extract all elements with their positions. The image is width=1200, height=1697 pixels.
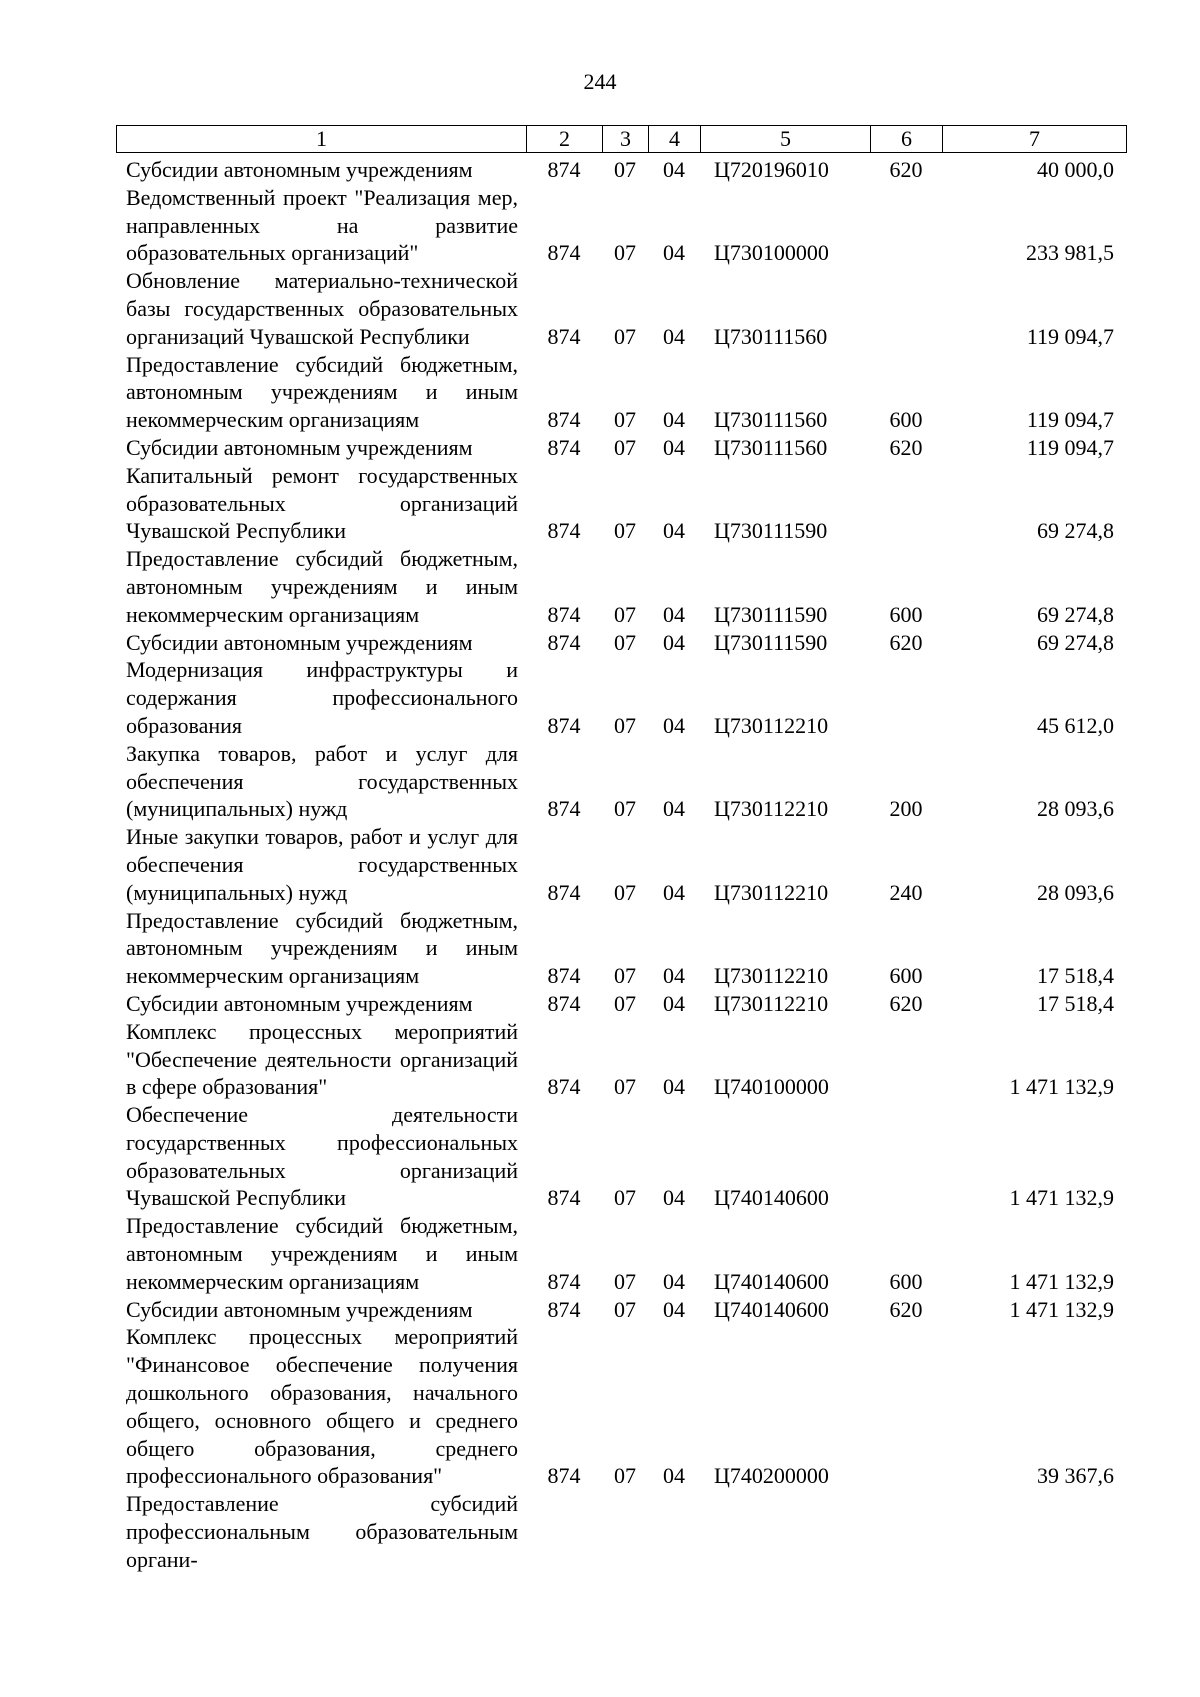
row-code-subsection: 04	[663, 1463, 685, 1489]
row-amount: 69 274,8	[1037, 629, 1114, 655]
row-code-subsection: 04	[663, 990, 685, 1016]
row-code-target: Ц730112210	[714, 879, 829, 905]
row-code-admin: 874	[547, 434, 581, 460]
table-row	[116, 545, 1126, 628]
row-code-section: 07	[614, 157, 636, 182]
row-description: Предоставление субсидий бюджетным, автономным учреждениям и иным некоммерческим организациям	[126, 907, 518, 989]
row-code-admin: 874	[547, 990, 581, 1016]
row-amount: 1 471 132,9	[1009, 1185, 1114, 1211]
row-code-expense-type: 620	[889, 157, 923, 182]
row-code-target: Ц720196010	[714, 157, 829, 182]
row-code-section: 07	[614, 1074, 636, 1100]
row-code-target: Ц730111560	[714, 407, 828, 433]
table-row	[116, 434, 1126, 462]
table-row	[116, 462, 1126, 545]
row-code-section: 07	[614, 240, 636, 266]
row-amount: 1 471 132,9	[1009, 1074, 1114, 1100]
row-code-subsection: 04	[663, 879, 685, 905]
row-description: Модернизация инфраструктуры и содержания профессионального образования	[126, 657, 518, 738]
row-code-subsection: 04	[663, 1185, 685, 1211]
row-amount: 233 981,5	[1026, 240, 1114, 266]
row-code-subsection: 04	[663, 157, 685, 182]
row-description: Предоставление субсидий профессиональным образовательным органи-	[126, 1491, 518, 1572]
row-code-admin: 874	[547, 796, 581, 822]
table-row	[116, 351, 1126, 434]
row-code-section: 07	[614, 1296, 636, 1322]
table-row	[116, 907, 1126, 990]
row-code-target: Ц740140600	[714, 1268, 829, 1294]
table-row	[116, 823, 1126, 906]
row-code-admin: 874	[547, 601, 581, 627]
row-code-admin: 874	[547, 518, 581, 544]
row-code-target: Ц730112210	[714, 796, 829, 822]
budget-table-body	[116, 156, 1126, 1574]
row-code-target: Ц730111590	[714, 518, 828, 544]
row-code-expense-type: 620	[889, 1296, 923, 1322]
row-code-subsection: 04	[663, 629, 685, 655]
table-row	[116, 656, 1126, 739]
row-code-admin: 874	[547, 1074, 581, 1100]
table-row	[116, 1212, 1126, 1295]
row-code-admin: 874	[547, 712, 581, 738]
row-code-target: Ц730112210	[714, 963, 829, 989]
row-amount: 40 000,0	[1037, 157, 1114, 182]
row-code-subsection: 04	[663, 601, 685, 627]
row-amount: 69 274,8	[1037, 518, 1114, 544]
table-row	[116, 156, 1126, 184]
column-header-6: 6	[871, 126, 943, 153]
row-description: Капитальный ремонт государственных образовательных организаций Чувашской Республики	[126, 462, 518, 544]
row-amount: 1 471 132,9	[1009, 1296, 1114, 1322]
row-code-admin: 874	[547, 879, 581, 905]
row-description: Комплекс процессных мероприятий "Финансовое обеспечение получения дошкольного образования, начального общего, основного общего и среднего общего образования, среднего профессионального образования"	[126, 1324, 518, 1489]
row-description: Субсидии автономным учреждениям	[126, 1296, 473, 1322]
row-code-target: Ц730111560	[714, 434, 828, 460]
row-code-admin: 874	[547, 157, 581, 182]
row-code-admin: 874	[547, 1296, 581, 1322]
table-row	[116, 990, 1126, 1018]
row-amount: 119 094,7	[1026, 407, 1114, 433]
row-code-subsection: 04	[663, 240, 685, 266]
row-code-subsection: 04	[663, 1268, 685, 1294]
column-header-5: 5	[701, 126, 871, 153]
row-description: Субсидии автономным учреждениям	[126, 990, 473, 1016]
row-code-section: 07	[614, 601, 636, 627]
row-code-target: Ц730111560	[714, 323, 828, 349]
row-code-subsection: 04	[663, 518, 685, 544]
row-code-admin: 874	[547, 629, 581, 655]
row-code-expense-type: 240	[889, 879, 923, 905]
row-code-target: Ц740140600	[714, 1296, 829, 1322]
row-code-section: 07	[614, 879, 636, 905]
row-code-admin: 874	[547, 1185, 581, 1211]
row-amount: 17 518,4	[1037, 990, 1114, 1016]
row-code-target: Ц730112210	[714, 990, 829, 1016]
column-header-1: 1	[117, 126, 527, 153]
row-code-section: 07	[614, 629, 636, 655]
row-description: Субсидии автономным учреждениям	[126, 157, 473, 182]
row-code-section: 07	[614, 434, 636, 460]
row-code-target: Ц730100000	[714, 240, 829, 266]
row-code-expense-type: 600	[889, 407, 923, 433]
row-amount: 1 471 132,9	[1009, 1268, 1114, 1294]
row-amount: 69 274,8	[1037, 601, 1114, 627]
column-header-7: 7	[943, 126, 1127, 153]
row-amount: 119 094,7	[1026, 434, 1114, 460]
row-description: Субсидии автономным учреждениям	[126, 434, 473, 460]
row-code-subsection: 04	[663, 407, 685, 433]
table-row	[116, 1018, 1126, 1101]
row-description: Комплекс процессных мероприятий "Обеспечение деятельности организаций в сфере образования"	[126, 1018, 518, 1100]
table-row	[116, 1101, 1126, 1212]
row-amount: 28 093,6	[1037, 796, 1114, 822]
row-description: Предоставление субсидий бюджетным, автономным учреждениям и иным некоммерческим организациям	[126, 351, 518, 433]
row-code-section: 07	[614, 1185, 636, 1211]
row-code-target: Ц740140600	[714, 1185, 829, 1211]
row-code-section: 07	[614, 1268, 636, 1294]
row-code-section: 07	[614, 518, 636, 544]
row-code-expense-type: 620	[889, 434, 923, 460]
row-code-subsection: 04	[663, 796, 685, 822]
row-description: Предоставление субсидий бюджетным, автономным учреждениям и иным некоммерческим организациям	[126, 1213, 518, 1294]
row-description: Ведомственный проект "Реализация мер, направленных на развитие образовательных организаций"	[126, 184, 518, 266]
row-description: Закупка товаров, работ и услуг для обеспечения государственных (муниципальных) нужд	[126, 740, 518, 822]
row-code-admin: 874	[547, 323, 581, 349]
column-header-row	[116, 125, 1127, 153]
row-description: Предоставление субсидий бюджетным, автономным учреждениям и иным некоммерческим организациям	[126, 546, 518, 627]
row-code-admin: 874	[547, 963, 581, 989]
table-row	[116, 1490, 1126, 1573]
row-code-subsection: 04	[663, 963, 685, 989]
table-row	[116, 629, 1126, 657]
row-code-admin: 874	[547, 240, 581, 266]
row-code-admin: 874	[547, 1268, 581, 1294]
row-code-target: Ц740100000	[714, 1074, 829, 1100]
row-code-expense-type: 600	[889, 963, 923, 989]
row-amount: 39 367,6	[1037, 1463, 1114, 1489]
row-amount: 45 612,0	[1037, 712, 1114, 738]
row-code-section: 07	[614, 990, 636, 1016]
table-row	[116, 267, 1126, 350]
row-description: Обновление материально-технической базы государственных образовательных организаций Чувашской Республики	[126, 268, 518, 349]
row-amount: 17 518,4	[1037, 963, 1114, 989]
row-code-section: 07	[614, 712, 636, 738]
row-code-expense-type: 620	[889, 629, 923, 655]
table-row	[116, 1296, 1126, 1324]
column-header-4: 4	[649, 126, 701, 153]
row-code-subsection: 04	[663, 323, 685, 349]
row-code-target: Ц730111590	[714, 601, 828, 627]
row-code-subsection: 04	[663, 1296, 685, 1322]
row-code-admin: 874	[547, 407, 581, 433]
row-code-section: 07	[614, 407, 636, 433]
row-description: Субсидии автономным учреждениям	[126, 629, 473, 655]
row-code-subsection: 04	[663, 712, 685, 738]
row-code-section: 07	[614, 963, 636, 989]
row-code-admin: 874	[547, 1463, 581, 1489]
row-code-target: Ц730112210	[714, 712, 829, 738]
row-code-expense-type: 200	[889, 796, 923, 822]
row-code-section: 07	[614, 796, 636, 822]
table-row	[116, 184, 1126, 267]
page-number: 244	[583, 69, 617, 94]
row-code-expense-type: 600	[889, 1268, 923, 1294]
table-row	[116, 1323, 1126, 1490]
table-row	[116, 740, 1126, 823]
row-description: Иные закупки товаров, работ и услуг для обеспечения государственных (муниципальных) нужд	[126, 824, 518, 905]
row-amount: 28 093,6	[1037, 879, 1114, 905]
row-code-section: 07	[614, 1463, 636, 1489]
column-header-2: 2	[527, 126, 603, 153]
row-code-target: Ц730111590	[714, 629, 828, 655]
row-code-expense-type: 600	[889, 601, 923, 627]
row-code-subsection: 04	[663, 434, 685, 460]
row-code-section: 07	[614, 323, 636, 349]
column-header-3: 3	[603, 126, 649, 153]
row-code-expense-type: 620	[889, 990, 923, 1016]
row-code-subsection: 04	[663, 1074, 685, 1100]
row-code-target: Ц740200000	[714, 1463, 829, 1489]
row-amount: 119 094,7	[1026, 323, 1114, 349]
row-description: Обеспечение деятельности государственных профессиональных образовательных организаций Чувашской Республики	[126, 1102, 518, 1211]
